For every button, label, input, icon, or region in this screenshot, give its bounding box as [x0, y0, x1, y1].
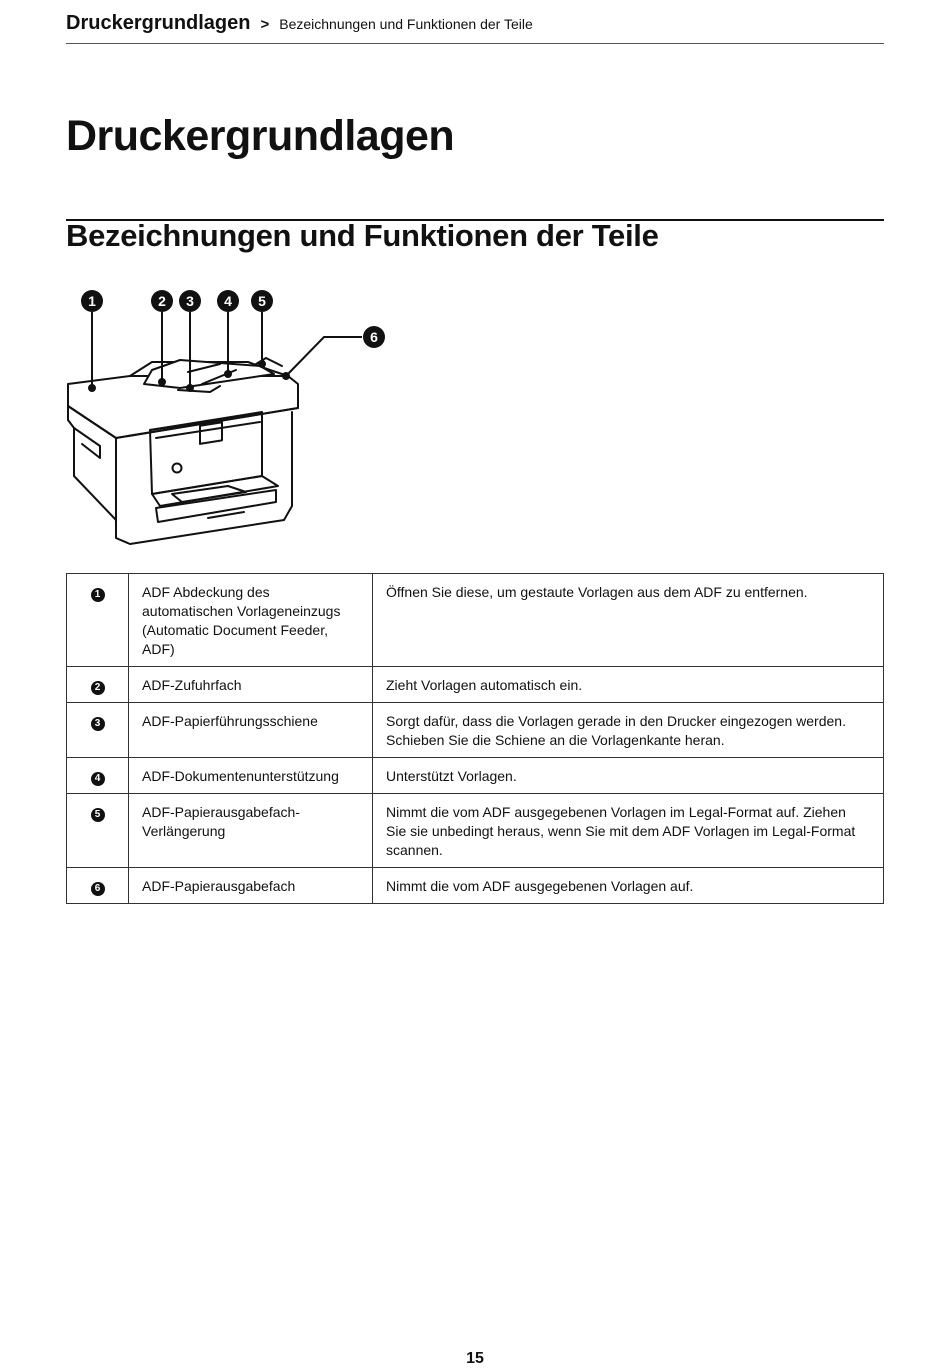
part-description: Unterstützt Vorlagen. [373, 758, 884, 794]
number-badge: 5 [91, 808, 105, 822]
part-name: ADF-Papierführungsschiene [129, 703, 373, 758]
section-heading: Bezeichnungen und Funktionen der Teile [66, 218, 659, 253]
page-number: 15 [466, 1350, 484, 1367]
part-name: ADF-Papierausgabefach [129, 868, 373, 904]
printer-illustration [60, 280, 420, 550]
callout-4: 4 [224, 293, 232, 309]
table-row [67, 703, 884, 758]
part-description: Nimmt die vom ADF ausgegebenen Vorlagen im Legal-Format auf. Ziehen Sie sie unbedingt heraus, wenn Sie mit dem ADF Vorlagen im Legal-Format scannen. [373, 794, 884, 868]
part-description: Zieht Vorlagen automatisch ein. [373, 667, 884, 703]
part-name: ADF Abdeckung des automatischen Vorlageneinzugs (Automatic Document Feeder, ADF) [129, 574, 373, 667]
number-badge: 1 [91, 588, 105, 602]
table-row [67, 868, 884, 904]
table-row [67, 574, 884, 667]
number-badge: 3 [91, 717, 105, 731]
number-badge: 6 [91, 882, 105, 896]
callout-1: 1 [88, 293, 96, 309]
number-badge: 2 [91, 681, 105, 695]
part-name: ADF-Zufuhrfach [129, 667, 373, 703]
part-name: ADF-Dokumentenunterstützung [129, 758, 373, 794]
breadcrumb [66, 12, 884, 44]
breadcrumb-section: Druckergrundlagen [66, 12, 251, 34]
callout-5: 5 [258, 293, 266, 309]
part-description: Sorgt dafür, dass die Vorlagen gerade in den Drucker eingezogen werden. Schieben Sie die Schiene an die Vorlagenkante heran. [373, 703, 884, 758]
part-name: ADF-Papierausgabefach-Verlängerung [129, 794, 373, 868]
callout-3: 3 [186, 293, 194, 309]
parts-table [66, 573, 884, 904]
part-description: Nimmt die vom ADF ausgegebenen Vorlagen auf. [373, 868, 884, 904]
table-row [67, 794, 884, 868]
breadcrumb-subsection: Bezeichnungen und Funktionen der Teile [279, 16, 533, 32]
table-row [67, 758, 884, 794]
breadcrumb-separator: > [260, 16, 270, 33]
callout-2: 2 [158, 293, 166, 309]
page-title: Druckergrundlagen [66, 112, 455, 160]
part-description: Öffnen Sie diese, um gestaute Vorlagen aus dem ADF zu entfernen. [373, 574, 884, 667]
table-row [67, 667, 884, 703]
callout-6: 6 [370, 329, 378, 345]
number-badge: 4 [91, 772, 105, 786]
